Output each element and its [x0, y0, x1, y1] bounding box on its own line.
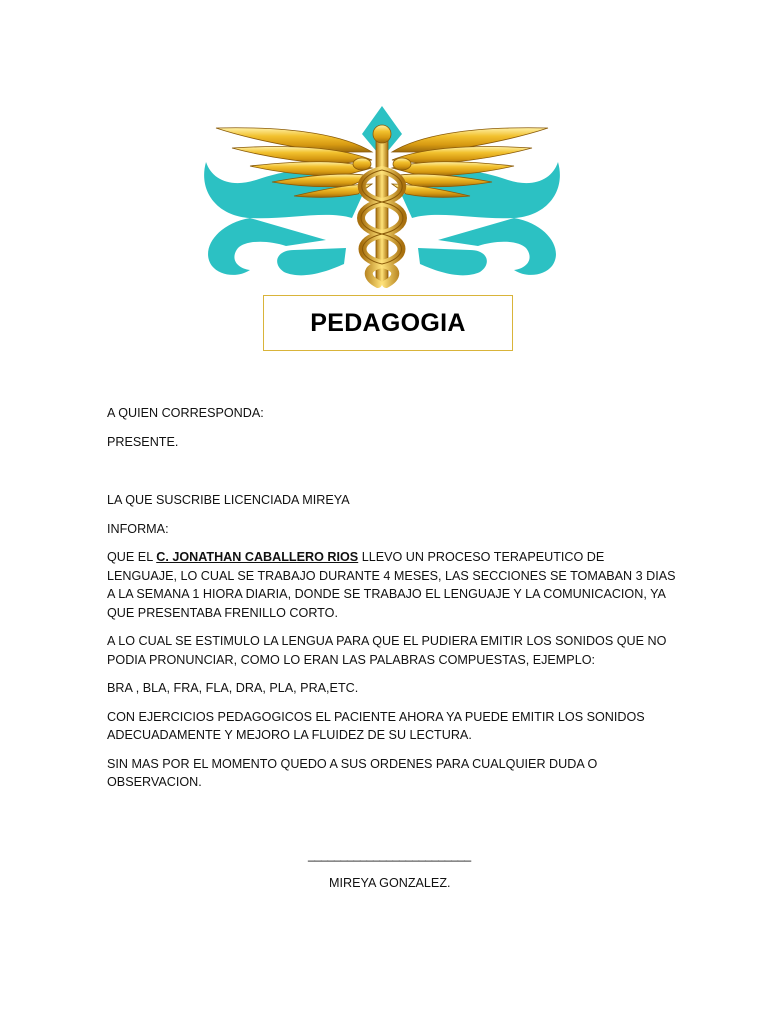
signature-line: _________________________ [308, 848, 471, 862]
letter-body [107, 404, 677, 792]
paragraph-therapy-suffix: LLEVO UN PROCESO TERAPEUTICO DE LENGUAJE, LO CUAL SE TRABAJO DURANTE 4 MESES, LAS SECCIONES SE TOMABAN 3 DIAS A LA SEMANA 1 HIORA DIARIA, DONDE SE TRABAJO EL LENGUAJE Y LA COMUNICACION, YA QUE PRESENTABA FRENILLO CORTO. [107, 550, 676, 620]
greeting: A QUIEN CORRESPONDA: [107, 406, 264, 420]
page-title: PEDAGOGIA [310, 308, 466, 337]
paragraph-result: CON EJERCICIOS PEDAGOGICOS EL PACIENTE AHORA YA PUEDE EMITIR LOS SONIDOS ADECUADAMENTE Y MEJORO LA FLUIDEZ DE SU LECTURA. [107, 709, 645, 742]
paragraph-therapy-prefix: QUE EL [107, 550, 157, 564]
title-box [263, 295, 513, 351]
patient-name: C. JONATHAN CABALLERO RIOS [156, 550, 359, 564]
suscribe-line: LA QUE SUSCRIBE LICENCIADA MIREYA [107, 493, 350, 507]
paragraph-therapy [107, 548, 677, 622]
paragraph-closing: SIN MAS POR EL MOMENTO QUEDO A SUS ORDENES PARA CUALQUIER DUDA O OBSERVACION. [107, 756, 598, 789]
informa-line: INFORMA: [107, 521, 169, 536]
paragraph-stimulation: A LO CUAL SE ESTIMULO LA LENGUA PARA QUE EL PUDIERA EMITIR LOS SONIDOS QUE NO PODIA PRONUNCIAR, COMO LO ERAN LAS PALABRAS COMPUESTAS, EJEMPLO: [107, 634, 667, 667]
signature-name: MIREYA GONZALEZ. [329, 876, 451, 890]
presente-line: PRESENTE. [107, 434, 179, 449]
paragraph-examples: BRA , BLA, FRA, FLA, DRA, PLA, PRA,ETC. [107, 681, 359, 695]
